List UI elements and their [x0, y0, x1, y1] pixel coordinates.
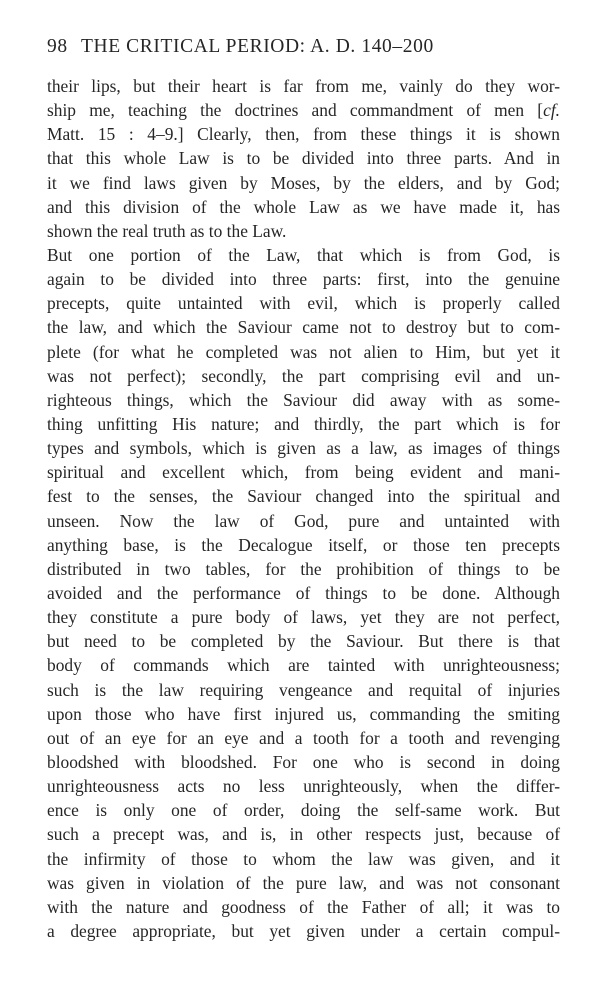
- text-segment: ship me, teaching the doctrines and commandment of men [: [47, 100, 544, 121]
- text-line: such is the law requiring vengeance and requital of injuries: [47, 679, 560, 700]
- text-line: plete (for what he completed was not alien to Him, but yet it: [47, 341, 560, 362]
- text-line: unrighteousness acts no less unrighteously, when the differ-: [47, 776, 560, 797]
- text-line: upon those who have first injured us, commanding the smiting: [47, 703, 560, 724]
- text-line: righteous things, which the Saviour did away with as some-: [47, 389, 560, 410]
- text-line: that this whole Law is to be divided into three parts. And in: [47, 148, 560, 169]
- text-line: was given in violation of the pure law, and was not consonant: [47, 872, 560, 893]
- text-line: types and symbols, which is given as a law, as images of things: [47, 438, 560, 459]
- text-line: with the nature and goodness of the Father of all; it was to: [47, 896, 560, 917]
- text-line: was not perfect); secondly, the part comprising evil and un-: [47, 365, 560, 386]
- text-line: again to be divided into three parts: first, into the genuine: [47, 269, 560, 290]
- text-line: such a precept was, and is, in other respects just, because of: [47, 824, 560, 845]
- text-line: their lips, but their heart is far from me, vainly do they wor-: [47, 76, 560, 96]
- text-line: anything base, is the Decalogue itself, or those ten precepts: [47, 534, 560, 555]
- text-line: they constitute a pure body of laws, yet they are not perfect,: [47, 607, 560, 628]
- text-line: it we find laws given by Moses, by the elders, and by God;: [47, 172, 560, 193]
- text-line: distributed in two tables, for the prohibition of things to be: [47, 558, 560, 579]
- text-line: a degree appropriate, but yet given under a certain compul-: [47, 920, 560, 941]
- running-header: [47, 36, 517, 62]
- text-line: spiritual and excellent which, from being evident and mani-: [47, 462, 560, 483]
- text-line: ence is only one of order, doing the self-same work. But: [47, 800, 560, 821]
- running-title: THE CRITICAL PERIOD: A. D. 140–200: [81, 36, 434, 57]
- body-text: [47, 74, 560, 943]
- page-number: 98: [47, 36, 68, 57]
- text-line: and this division of the whole Law as we have made it, has: [47, 196, 560, 217]
- text-line: but need to be completed by the Saviour. But there is that: [47, 631, 560, 652]
- text-line: unseen. Now the law of God, pure and untainted with: [47, 510, 560, 531]
- text-line: bloodshed with bloodshed. For one who is second in doing: [47, 751, 560, 772]
- text-line: thing unfitting His nature; and thirdly, the part which is for: [47, 413, 560, 434]
- text-line: avoided and the performance of things to be done. Although: [47, 582, 560, 603]
- text-line: But one portion of the Law, that which is from God, is: [47, 244, 560, 265]
- text-line: [47, 98, 560, 122]
- text-line: the infirmity of those to whom the law was given, and it: [47, 848, 560, 869]
- text-line: Matt. 15 : 4–9.] Clearly, then, from these things it is shown: [47, 124, 560, 145]
- text-line: fest to the senses, the Saviour changed into the spiritual and: [47, 486, 560, 507]
- italic-abbreviation: cf.: [543, 100, 560, 121]
- text-line: body of commands which are tainted with unrighteousness;: [47, 655, 560, 676]
- text-line: precepts, quite untainted with evil, which is properly called: [47, 293, 560, 314]
- text-line: shown the real truth as to the Law.: [47, 220, 287, 241]
- text-line: out of an eye for an eye and a tooth for a tooth and revenging: [47, 727, 560, 748]
- text-line: the law, and which the Saviour came not to destroy but to com-: [47, 317, 560, 338]
